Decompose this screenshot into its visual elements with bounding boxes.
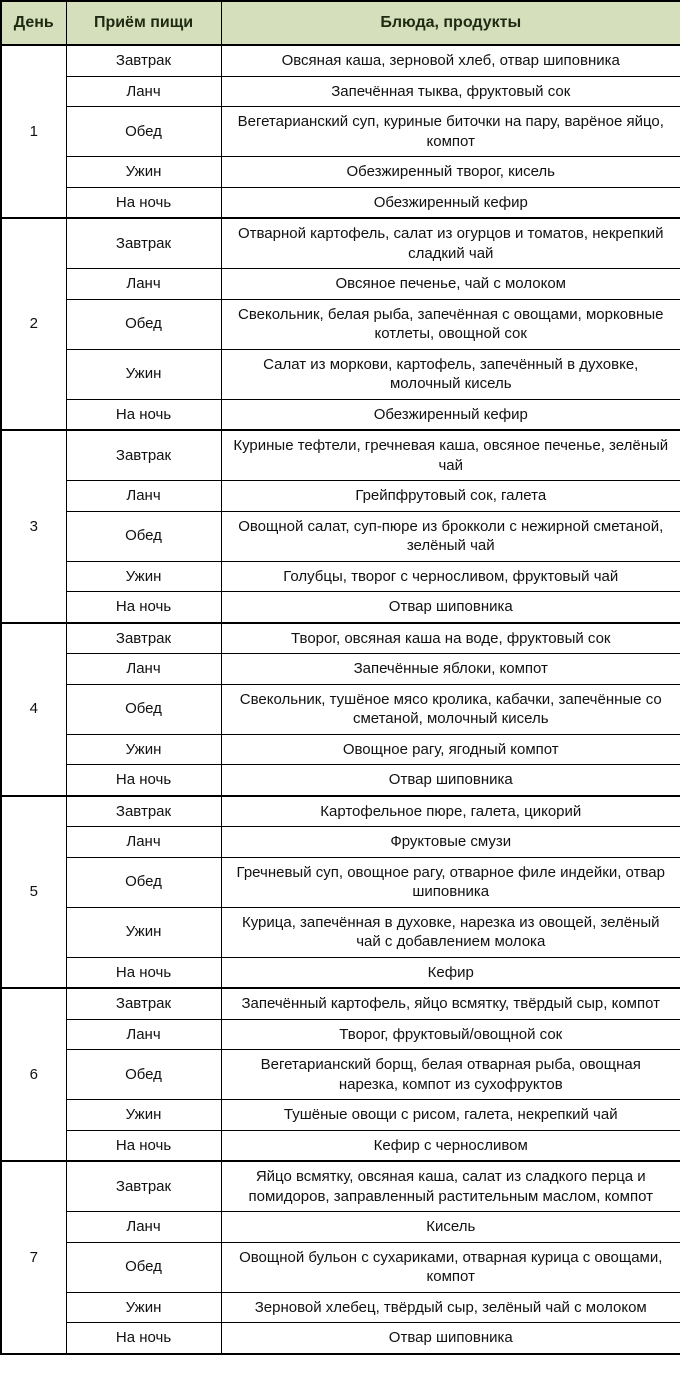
day-number: 7 bbox=[1, 1161, 66, 1354]
table-row bbox=[1, 76, 680, 107]
table-row bbox=[1, 45, 680, 76]
meal-dishes: Тушёные овощи с рисом, галета, некрепкий чай bbox=[221, 1100, 680, 1131]
meal-dishes: Гречневый суп, овощное рагу, отварное филе индейки, отвар шиповника bbox=[221, 857, 680, 907]
meal-name: Ужин bbox=[66, 734, 221, 765]
meal-name: Ланч bbox=[66, 1019, 221, 1050]
table-row bbox=[1, 957, 680, 988]
meal-name: Ланч bbox=[66, 827, 221, 858]
meal-name: Завтрак bbox=[66, 1161, 221, 1212]
meal-name: Ужин bbox=[66, 157, 221, 188]
meal-name: На ночь bbox=[66, 1323, 221, 1354]
table-row bbox=[1, 349, 680, 399]
meal-name: На ночь bbox=[66, 187, 221, 218]
meal-dishes: Яйцо всмятку, овсяная каша, салат из сладкого перца и помидоров, заправленный растительным маслом, компот bbox=[221, 1161, 680, 1212]
meal-name: Ужин bbox=[66, 1100, 221, 1131]
meal-dishes: Овощной бульон с сухариками, отварная курица с овощами, компот bbox=[221, 1242, 680, 1292]
table-row bbox=[1, 1242, 680, 1292]
meal-dishes: Творог, овсяная каша на воде, фруктовый сок bbox=[221, 623, 680, 654]
meal-name: Обед bbox=[66, 857, 221, 907]
table-row bbox=[1, 592, 680, 623]
meal-dishes: Грейпфрутовый сок, галета bbox=[221, 481, 680, 512]
table-row bbox=[1, 187, 680, 218]
meal-dishes: Овощной салат, суп-пюре из брокколи с нежирной сметаной, зелёный чай bbox=[221, 511, 680, 561]
meal-name: Обед bbox=[66, 1050, 221, 1100]
table-row bbox=[1, 1130, 680, 1161]
day-number: 1 bbox=[1, 45, 66, 218]
meal-dishes: Куриные тефтели, гречневая каша, овсяное печенье, зелёный чай bbox=[221, 430, 680, 481]
table-row bbox=[1, 654, 680, 685]
meal-name: Обед bbox=[66, 684, 221, 734]
meal-dishes: Овсяная каша, зерновой хлеб, отвар шиповника bbox=[221, 45, 680, 76]
meal-dishes: Зерновой хлебец, твёрдый сыр, зелёный чай с молоком bbox=[221, 1292, 680, 1323]
table-row bbox=[1, 1100, 680, 1131]
meal-name: Обед bbox=[66, 107, 221, 157]
table-row bbox=[1, 1161, 680, 1212]
meal-table-body bbox=[1, 45, 680, 1354]
meal-name: Ланч bbox=[66, 481, 221, 512]
table-row bbox=[1, 765, 680, 796]
meal-name: Завтрак bbox=[66, 430, 221, 481]
meal-dishes: Фруктовые смузи bbox=[221, 827, 680, 858]
table-row bbox=[1, 734, 680, 765]
day-number: 5 bbox=[1, 796, 66, 989]
meal-name: На ночь bbox=[66, 399, 221, 430]
meal-name: На ночь bbox=[66, 592, 221, 623]
table-row bbox=[1, 988, 680, 1019]
day-number: 4 bbox=[1, 623, 66, 796]
table-row bbox=[1, 299, 680, 349]
meal-dishes: Овсяное печенье, чай с молоком bbox=[221, 269, 680, 300]
day-number: 2 bbox=[1, 218, 66, 430]
meal-dishes: Кефир с черносливом bbox=[221, 1130, 680, 1161]
table-header bbox=[1, 1, 680, 45]
meal-name: На ночь bbox=[66, 765, 221, 796]
meal-name: Завтрак bbox=[66, 988, 221, 1019]
meal-dishes: Запечённые яблоки, компот bbox=[221, 654, 680, 685]
meal-name: Завтрак bbox=[66, 623, 221, 654]
meal-dishes: Отварной картофель, салат из огурцов и томатов, некрепкий сладкий чай bbox=[221, 218, 680, 269]
table-row bbox=[1, 511, 680, 561]
table-row bbox=[1, 907, 680, 957]
meal-dishes: Отвар шиповника bbox=[221, 592, 680, 623]
header-dishes: Блюда, продукты bbox=[221, 1, 680, 45]
table-row bbox=[1, 107, 680, 157]
table-row bbox=[1, 399, 680, 430]
header-day: День bbox=[1, 1, 66, 45]
table-row bbox=[1, 1019, 680, 1050]
meal-dishes: Картофельное пюре, галета, цикорий bbox=[221, 796, 680, 827]
meal-dishes: Свекольник, белая рыба, запечённая с овощами, морковные котлеты, овощной сок bbox=[221, 299, 680, 349]
meal-name: На ночь bbox=[66, 1130, 221, 1161]
table-row bbox=[1, 561, 680, 592]
meal-name: Ужин bbox=[66, 561, 221, 592]
table-row bbox=[1, 481, 680, 512]
table-row bbox=[1, 157, 680, 188]
table-row bbox=[1, 796, 680, 827]
meal-dishes: Свекольник, тушёное мясо кролика, кабачки, запечённые со сметаной, молочный кисель bbox=[221, 684, 680, 734]
meal-name: Обед bbox=[66, 1242, 221, 1292]
meal-name: Ужин bbox=[66, 1292, 221, 1323]
meal-name: Завтрак bbox=[66, 45, 221, 76]
day-number: 3 bbox=[1, 430, 66, 623]
header-meal: Приём пищи bbox=[66, 1, 221, 45]
table-row bbox=[1, 430, 680, 481]
meal-name: Ланч bbox=[66, 1212, 221, 1243]
meal-dishes: Курица, запечённая в духовке, нарезка из овощей, зелёный чай с добавлением молока bbox=[221, 907, 680, 957]
meal-dishes: Голубцы, творог с черносливом, фруктовый чай bbox=[221, 561, 680, 592]
meal-name: Ужин bbox=[66, 907, 221, 957]
header-row bbox=[1, 1, 680, 45]
meal-name: Обед bbox=[66, 511, 221, 561]
table-row bbox=[1, 1050, 680, 1100]
table-row bbox=[1, 623, 680, 654]
meal-name: Завтрак bbox=[66, 796, 221, 827]
meal-dishes: Отвар шиповника bbox=[221, 1323, 680, 1354]
meal-dishes: Обезжиренный творог, кисель bbox=[221, 157, 680, 188]
meal-name: Ланч bbox=[66, 654, 221, 685]
meal-dishes: Запечённая тыква, фруктовый сок bbox=[221, 76, 680, 107]
meal-name: Ланч bbox=[66, 269, 221, 300]
table-row bbox=[1, 269, 680, 300]
table-row bbox=[1, 218, 680, 269]
meal-dishes: Овощное рагу, ягодный компот bbox=[221, 734, 680, 765]
meal-name: Завтрак bbox=[66, 218, 221, 269]
table-row bbox=[1, 684, 680, 734]
table-row bbox=[1, 1212, 680, 1243]
meal-dishes: Вегетарианский суп, куриные биточки на пару, варёное яйцо, компот bbox=[221, 107, 680, 157]
table-row bbox=[1, 827, 680, 858]
meal-dishes: Кисель bbox=[221, 1212, 680, 1243]
meal-dishes: Творог, фруктовый/овощной сок bbox=[221, 1019, 680, 1050]
table-row bbox=[1, 1292, 680, 1323]
meal-dishes: Кефир bbox=[221, 957, 680, 988]
meal-dishes: Запечённый картофель, яйцо всмятку, твёрдый сыр, компот bbox=[221, 988, 680, 1019]
meal-name: Ужин bbox=[66, 349, 221, 399]
meal-dishes: Обезжиренный кефир bbox=[221, 399, 680, 430]
meal-dishes: Отвар шиповника bbox=[221, 765, 680, 796]
day-number: 6 bbox=[1, 988, 66, 1161]
meal-name: Ланч bbox=[66, 76, 221, 107]
meal-dishes: Обезжиренный кефир bbox=[221, 187, 680, 218]
table-row bbox=[1, 1323, 680, 1354]
meal-name: Обед bbox=[66, 299, 221, 349]
table-row bbox=[1, 857, 680, 907]
meal-dishes: Вегетарианский борщ, белая отварная рыба, овощная нарезка, компот из сухофруктов bbox=[221, 1050, 680, 1100]
meal-name: На ночь bbox=[66, 957, 221, 988]
meal-dishes: Салат из моркови, картофель, запечённый в духовке, молочный кисель bbox=[221, 349, 680, 399]
